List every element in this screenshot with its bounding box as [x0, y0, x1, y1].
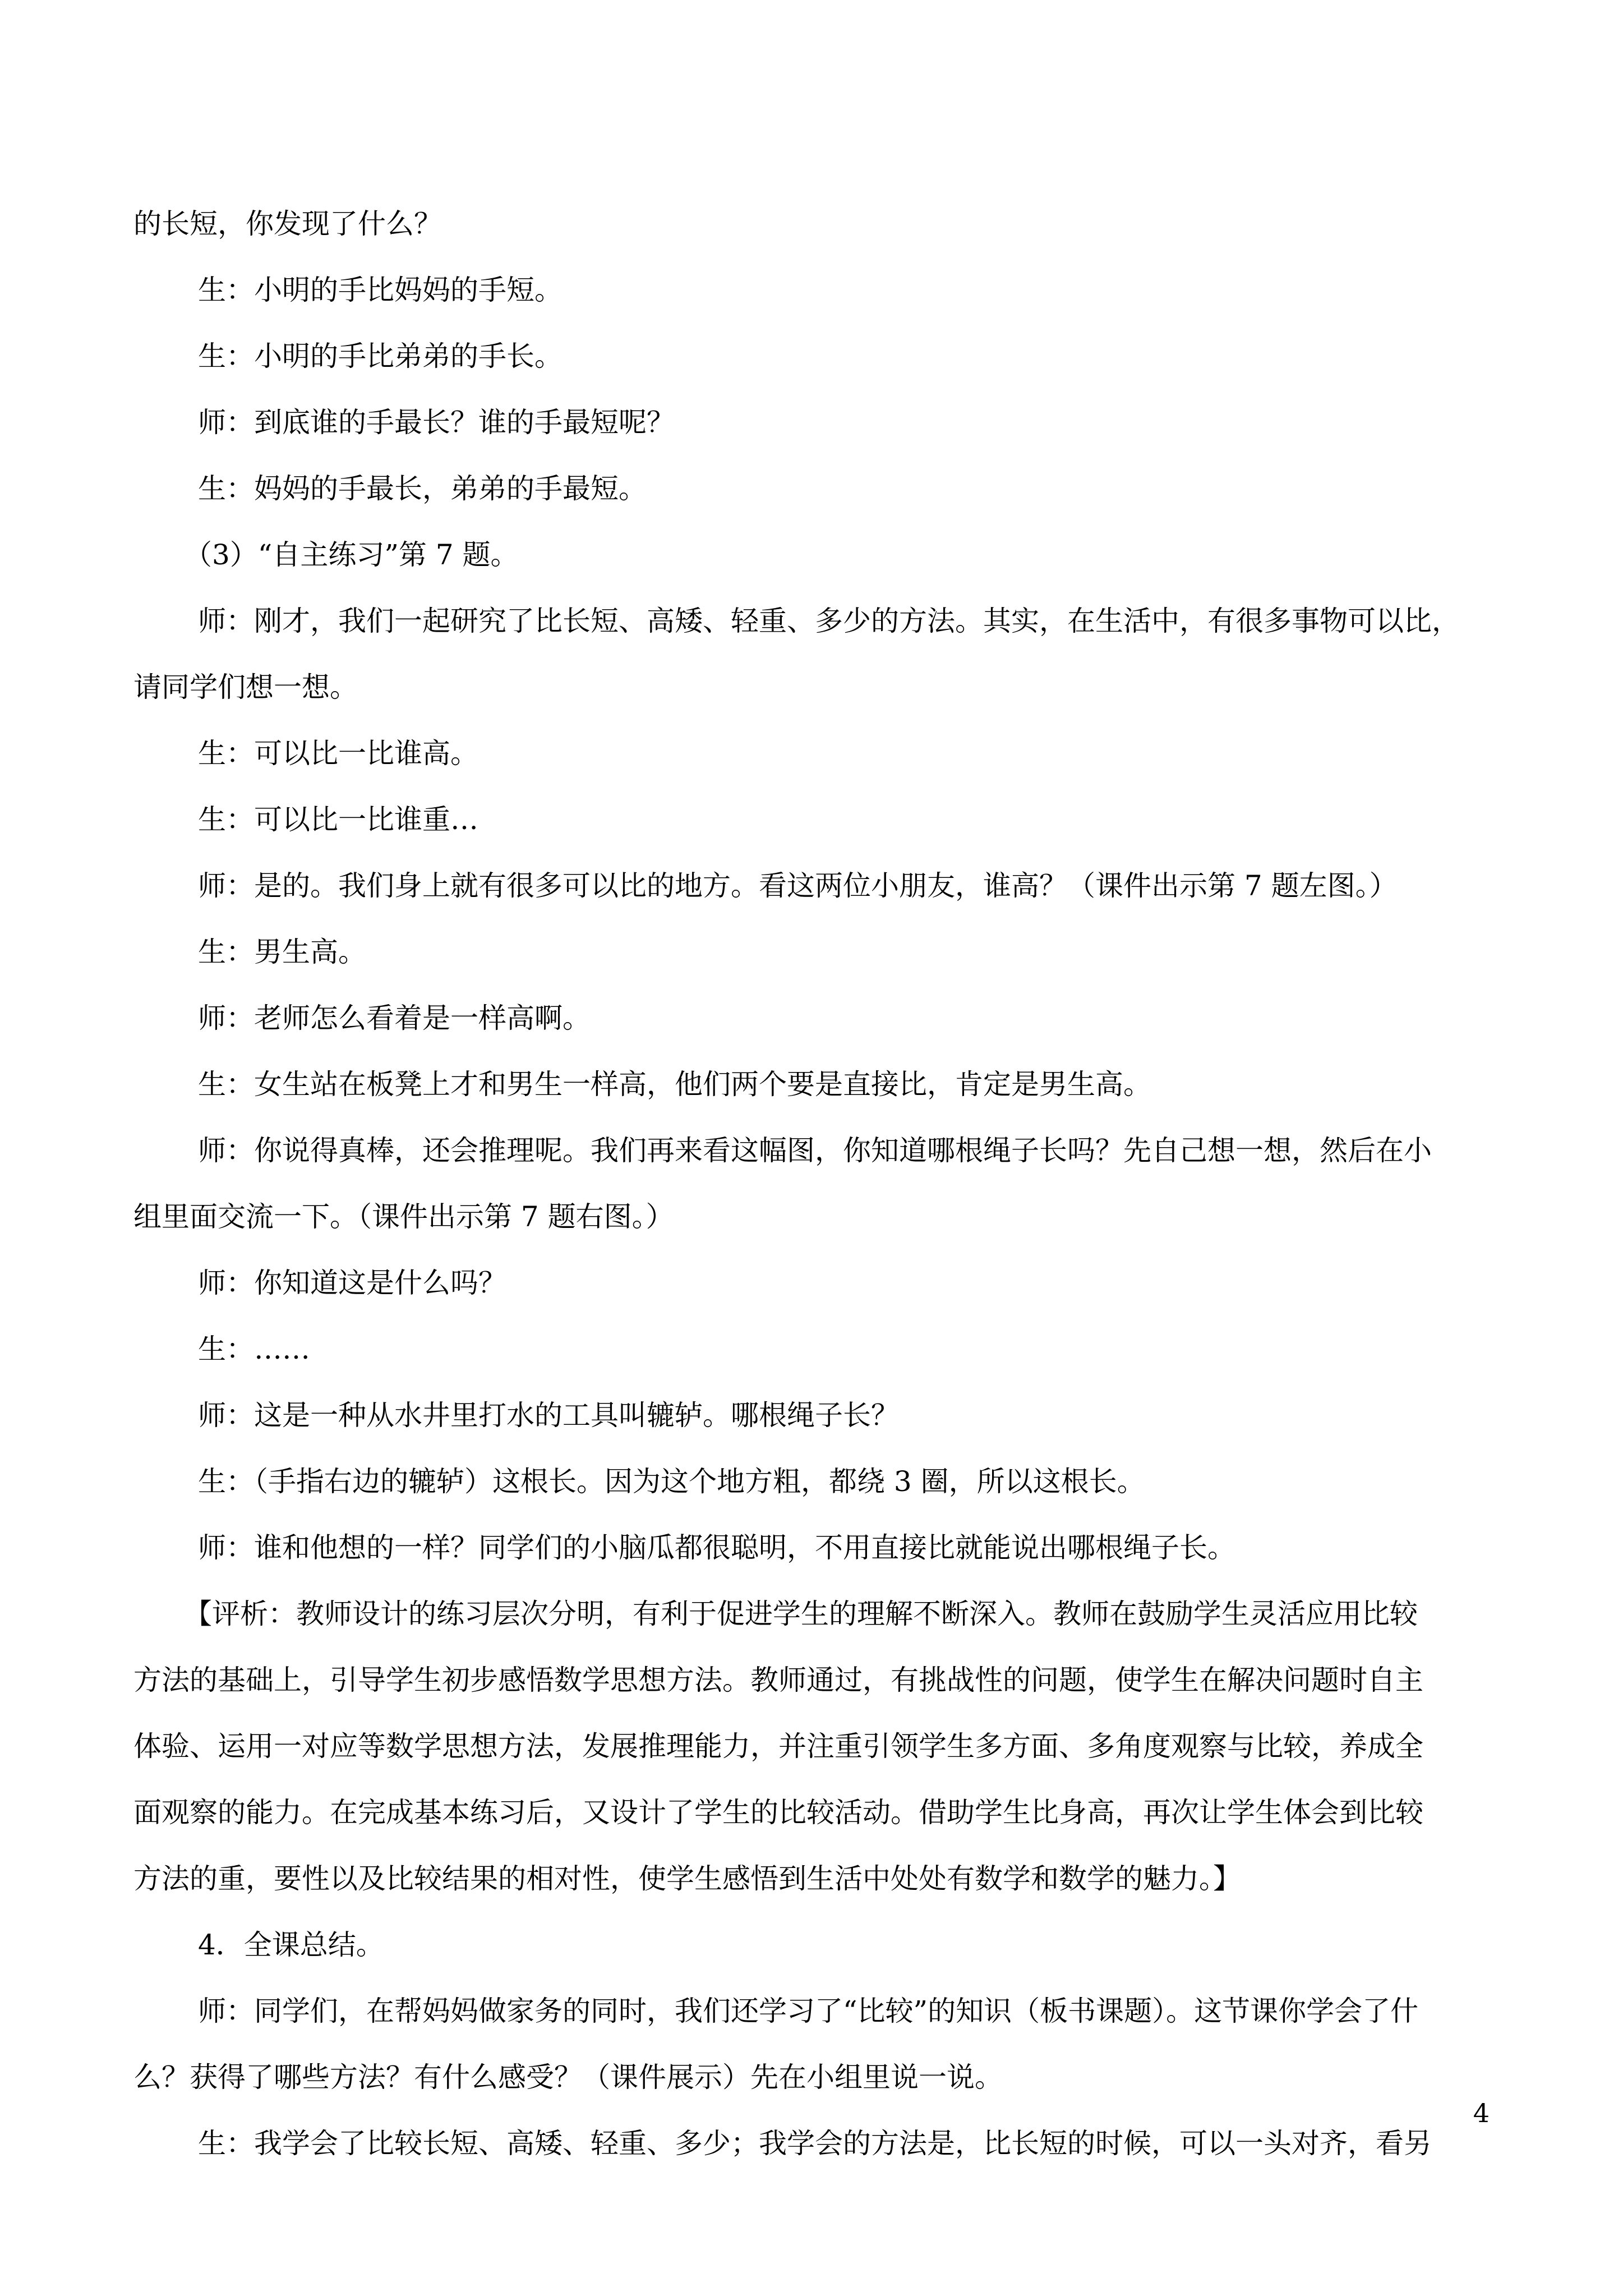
dialogue-line: 师：你知道这是什么吗？	[198, 1267, 506, 1299]
text-line: 的长短，你发现了什么？	[133, 208, 442, 240]
text-line: 请同学们想一想。	[133, 671, 358, 703]
dialogue-line: 生：（手指右边的辘轳）这根长。因为这个地方粗，都绕 3 圈，所以这根长。	[198, 1465, 1145, 1498]
section-heading: 4．全课总结。	[198, 1929, 384, 1961]
commentary-line: 【评析：教师设计的练习层次分明，有利于促进学生的理解不断深入。教师在鼓励学生灵活应用比较	[184, 1598, 1418, 1630]
dialogue-line: 生：……	[198, 1333, 310, 1365]
dialogue-line: 生：妈妈的手最长，弟弟的手最短。	[198, 472, 647, 505]
dialogue-line: 生：男生高。	[198, 936, 366, 968]
dialogue-line: 师：到底谁的手最长？谁的手最短呢？	[198, 406, 675, 439]
commentary-line: 面观察的能力。在完成基本练习后，又设计了学生的比较活动。借助学生比身高，再次让学生体会到比较	[133, 1796, 1423, 1829]
dialogue-line: 师：是的。我们身上就有很多可以比的地方。看这两位小朋友，谁高？（课件出示第 7 题左图。）	[198, 869, 1398, 902]
dialogue-line: 生：我学会了比较长短、高矮、轻重、多少；我学会的方法是，比长短的时候，可以一头对齐，看另	[198, 2127, 1432, 2160]
dialogue-line: 生：小明的手比弟弟的手长。	[198, 340, 562, 372]
dialogue-line: 师：刚才，我们一起研究了比长短、高矮、轻重、多少的方法。其实，在生活中，有很多事物可以比，	[198, 605, 1460, 637]
dialogue-line: 生：可以比一比谁重…	[198, 803, 478, 836]
section-heading: （3）“自主练习”第 7 题。	[184, 539, 519, 571]
dialogue-line: 师：你说得真棒，还会推理呢。我们再来看这幅图，你知道哪根绳子长吗？先自己想一想，然后在小	[198, 1134, 1432, 1167]
dialogue-line: 师：这是一种从水井里打水的工具叫辘轳。哪根绳子长？	[198, 1399, 899, 1432]
dialogue-line: 生：女生站在板凳上才和男生一样高，他们两个要是直接比，肯定是男生高。	[198, 1068, 1151, 1101]
dialogue-line: 师：同学们，在帮妈妈做家务的同时，我们还学习了“比较”的知识（板书课题）。这节课你学会了什	[198, 1995, 1419, 2027]
commentary-line: 方法的基础上，引导学生初步感悟数学思想方法。教师通过，有挑战性的问题，使学生在解决问题时自主	[133, 1664, 1423, 1696]
page-number: 4	[1473, 2098, 1490, 2128]
commentary-line: 方法的重，要性以及比较结果的相对性，使学生感悟到生活中处处有数学和数学的魅力。】	[133, 1862, 1241, 1895]
dialogue-line: 生：小明的手比妈妈的手短。	[198, 274, 562, 306]
text-line: 组里面交流一下。（课件出示第 7 题右图。）	[133, 1200, 674, 1233]
dialogue-line: 师：谁和他想的一样？同学们的小脑瓜都很聪明，不用直接比就能说出哪根绳子长。	[198, 1531, 1235, 1564]
dialogue-line: 生：可以比一比谁高。	[198, 737, 478, 770]
commentary-line: 体验、运用一对应等数学思想方法，发展推理能力，并注重引领学生多方面、多角度观察与比较，养成全	[133, 1730, 1423, 1763]
document-body	[133, 191, 1491, 2177]
text-line: 么？获得了哪些方法？有什么感受？（课件展示）先在小组里说一说。	[133, 2061, 1003, 2093]
dialogue-line: 师：老师怎么看着是一样高啊。	[198, 1002, 591, 1034]
